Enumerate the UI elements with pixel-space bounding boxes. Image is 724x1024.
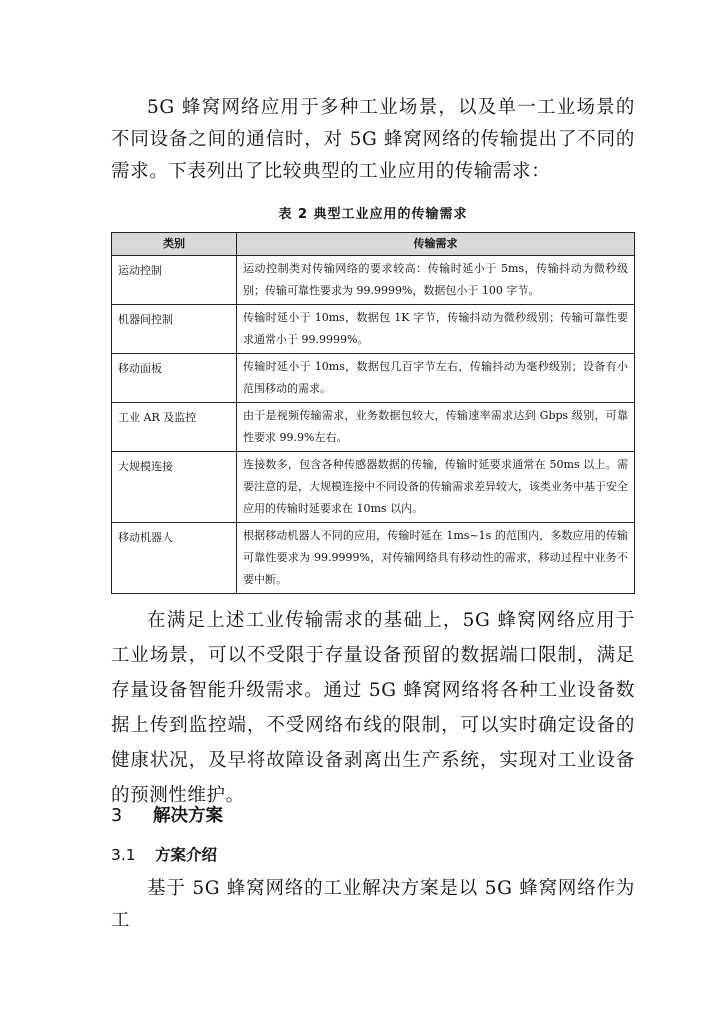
- section-3-number: 3: [111, 806, 123, 826]
- table-row: [112, 452, 635, 523]
- category-cell: 移动面板: [112, 354, 237, 403]
- requirements-table: [111, 232, 635, 594]
- requirement-cell: 根据移动机器人不同的应用，传输时延在 1ms~1s 的范围内，多数应用的传输可靠性要求为 99.9999%，对传输网络具有移动性的需求，移动过程中业务不要中断。: [237, 523, 635, 594]
- table-row: [112, 256, 635, 305]
- table-row: [112, 354, 635, 403]
- requirement-cell: 连接数多，包含各种传感器数据的传输，传输时延要求通常在 50ms 以上。需要注意的是，大规模连接中不同设备的传输需求差异较大，该类业务中基于安全应用的传输时延要求在 10ms 以内。: [237, 452, 635, 523]
- requirement-cell: 运动控制类对传输网络的要求较高：传输时延小于 5ms，传输抖动为微秒级别；传输可靠性要求为 99.9999%，数据包小于 100 字节。: [237, 256, 635, 305]
- section-3-title: 解决方案: [153, 806, 223, 826]
- category-cell: 工业 AR 及监控: [112, 403, 237, 452]
- category-cell: 运动控制: [112, 256, 237, 305]
- table-row: [112, 403, 635, 452]
- solution-intro-paragraph: 基于 5G 蜂窝网络的工业解决方案是以 5G 蜂窝网络作为工: [111, 878, 635, 931]
- requirement-cell: 由于是视频传输需求，业务数据包较大，传输速率需求达到 Gbps 级别，可靠性要求 99.9%左右。: [237, 403, 635, 452]
- table-row: [112, 305, 635, 354]
- section-3-1-number: 3.1: [111, 846, 136, 864]
- intro-paragraph: 5G 蜂窝网络应用于多种工业场景，以及单一工业场景的不同设备之间的通信时，对 5G 蜂窝网络的传输提出了不同的需求。下表列出了比较典型的工业应用的传输需求：: [111, 97, 635, 182]
- table-header-row: [112, 233, 635, 256]
- header-requirement: 传输需求: [237, 233, 635, 256]
- section-3-1-heading: [111, 843, 217, 865]
- category-cell: 机器间控制: [112, 305, 237, 354]
- after-table-paragraph: 在满足上述工业传输需求的基础上，5G 蜂窝网络应用于工业场景，可以不受限于存量设备预留的数据端口限制，满足存量设备智能升级需求。通过 5G 蜂窝网络将各种工业设备数据上传到监控端，不受网络布线的限制，可以实时确定设备的健康状况，及早将故障设备剥离出生产系统，实现对工业设备的预测性维护。: [111, 610, 635, 806]
- table-row: [112, 523, 635, 594]
- category-cell: 移动机器人: [112, 523, 237, 594]
- section-3-heading: [111, 802, 223, 827]
- table-caption: 表 2 典型工业应用的传输需求: [278, 207, 468, 222]
- section-3-1-title: 方案介绍: [155, 846, 218, 864]
- requirement-cell: 传输时延小于 10ms，数据包 1K 字节，传输抖动为微秒级别；传输可靠性要求通常小于 99.9999%。: [237, 305, 635, 354]
- requirement-cell: 传输时延小于 10ms，数据包几百字节左右，传输抖动为毫秒级别；设备有小范围移动的需求。: [237, 354, 635, 403]
- header-category: 类别: [112, 233, 237, 256]
- category-cell: 大规模连接: [112, 452, 237, 523]
